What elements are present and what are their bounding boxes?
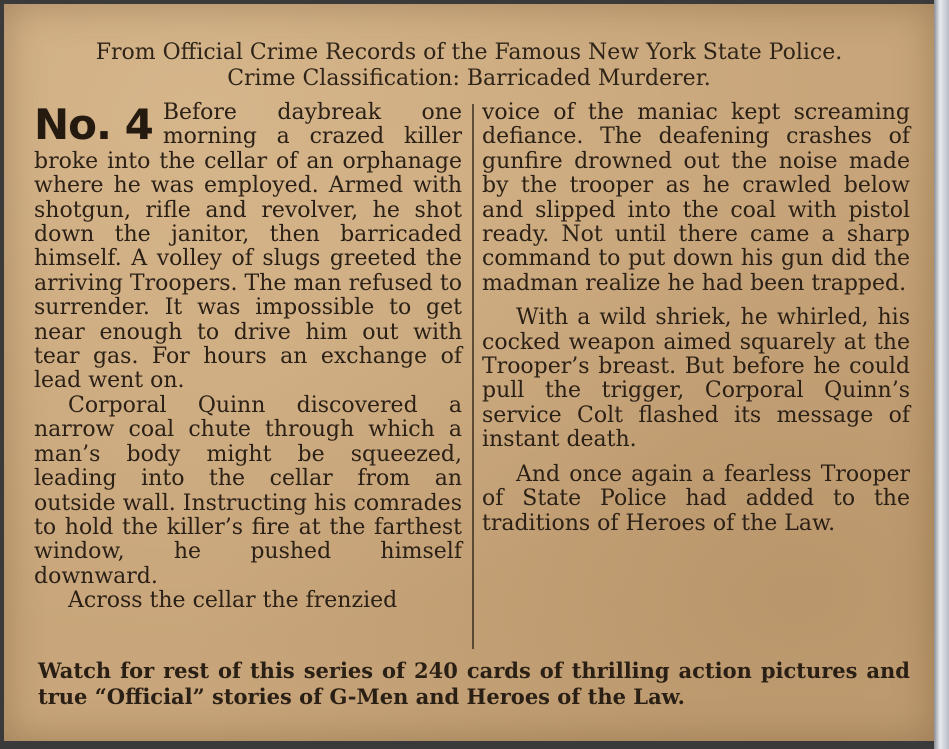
story-left-column xyxy=(34,101,462,614)
card-header xyxy=(4,40,934,92)
story-paragraph: With a wild shriek, he whirled, his cocked weapon aimed squarely at the Trooper’s breast. But before he could pull the trigger, Corporal Quinn’s service Colt flashed its message of instant death. xyxy=(482,305,910,453)
story-paragraph: voice of the maniac kept screaming defiance. The deafening crashes of gunfire drowned out the noise made by the trooper as he crawled below and slipped into the coal with pistol ready. Not until there came a sharp command to put down his gun did the madman realize he had been trapped. xyxy=(482,100,910,296)
header-source-line: From Official Crime Records of the Famous New York State Police. xyxy=(95,40,843,65)
header-classification-line: Crime Classification: Barricaded Murderer. xyxy=(227,66,711,91)
story-paragraph: Corporal Quinn discovered a narrow coal chute through which a man’s body might be squeezed, leading into the cellar from an outside wall. Instructing his comrades to hold the killer’s fire at the farthest window, he pushed himself downward. xyxy=(34,392,462,589)
series-footer: Watch for rest of this series of 240 cards of thrilling action pictures and true “Official” stories of G-Men and Heroes of the Law. xyxy=(38,658,910,709)
column-divider xyxy=(472,104,474,649)
story-right-column xyxy=(482,101,910,536)
story-paragraph: And once again a fearless Trooper of State Police had added to the traditions of Heroes of the Law. xyxy=(482,461,910,536)
story-paragraph: Before daybreak one morning a crazed killer broke into the cellar of an orphanage where he was employed. Armed with shotgun, rifle and revolver, he shot down the janitor, then barricaded himself. A volley of slugs greeted the arriving Troopers. The man refused to surrender. It was impossible to get near enough to drive him out with tear gas. For hours an exchange of lead went on. xyxy=(34,100,462,394)
story-paragraph: Across the cellar the frenzied xyxy=(68,588,398,614)
card-number: No. 4 xyxy=(34,100,153,149)
trading-card-back xyxy=(4,4,934,741)
scanner-edge xyxy=(934,0,949,749)
